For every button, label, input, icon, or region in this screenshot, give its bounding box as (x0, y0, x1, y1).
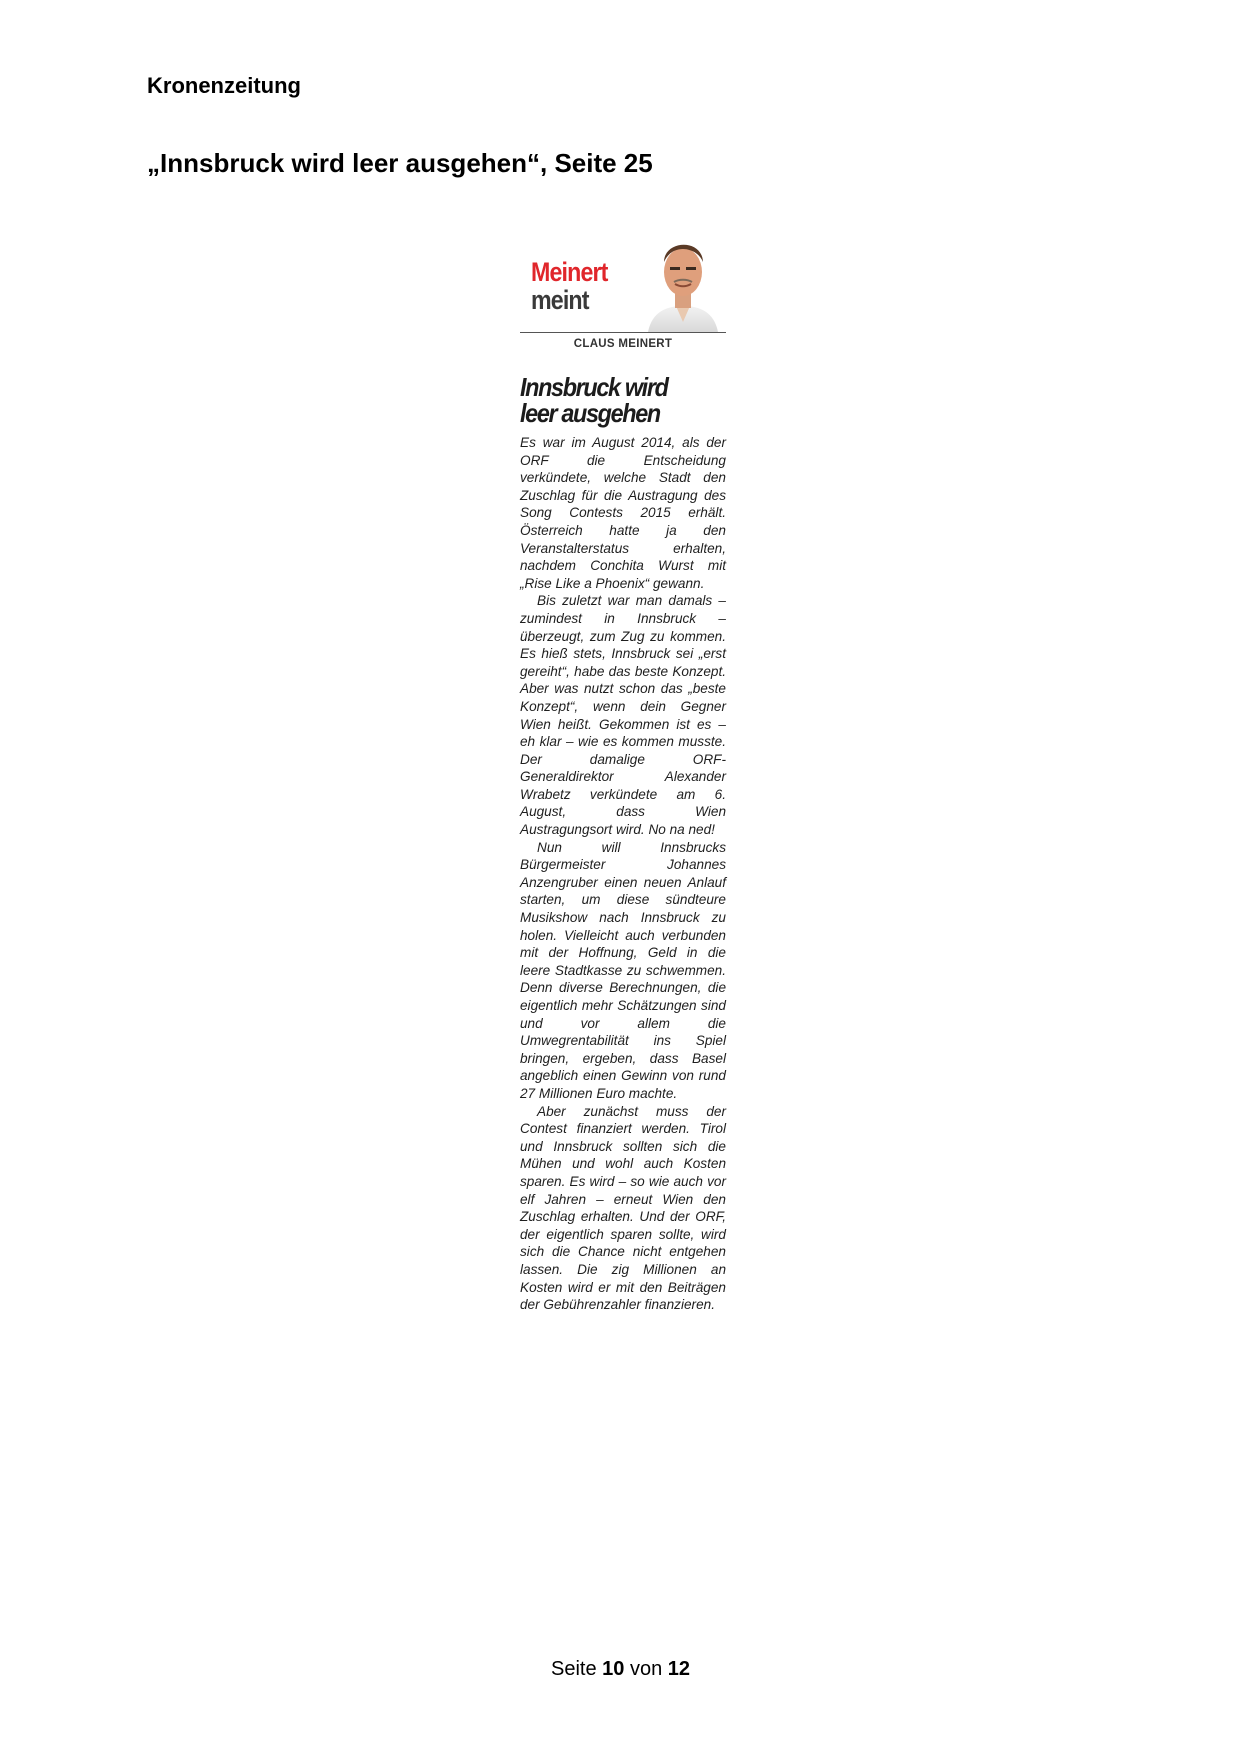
column-name (531, 258, 608, 314)
column-header (520, 230, 726, 333)
document-title: „Innsbruck wird leer ausgehen“, Seite 25 (147, 148, 653, 178)
page-total: 12 (667, 1658, 691, 1680)
document-source: Kronenzeitung (147, 73, 301, 98)
page-current: 10 (602, 1658, 625, 1680)
article-paragraph: Bis zuletzt war man damals – zumindest in Innsbruck – überzeugt, zum Zug zu kommen. Es hieß stets, Innsbruck sei „erst gereiht“, habe das beste Konzept. Aber was nutzt schon das „beste Konzept“, wenn dein Gegner Wien heißt. Gekommen ist es – eh klar – wie es kommen musste. Der damalige ORF-Generaldirektor Alexander Wrabetz verkündete am 6. August, dass Wien Austragungsort wird. No na ned! (520, 593, 726, 838)
newspaper-clipping (520, 230, 726, 1314)
article-body (520, 434, 726, 1314)
headline-line2: leer ausgehen (520, 398, 660, 428)
article-paragraph: Nun will Innsbrucks Bürgermeister Johannes Anzengruber einen neuen Anlauf starten, um diese sündteure Musikshow nach Innsbruck zu holen. Vielleicht auch verbunden mit der Hoffnung, Geld in die leere Stadtkasse zu schwemmen. Denn diverse Berechnungen, die eigentlich mehr Schätzungen sind und vor allem die Umwegrentabilität ins Spiel bringen, ergeben, dass Basel angeblich einen Gewinn von rund 27 Millionen Euro machte. (520, 839, 726, 1101)
page-prefix: Seite (550, 1658, 597, 1680)
author-photo (644, 232, 722, 332)
page-number (0, 1658, 1241, 1681)
column-name-line2: meint (531, 285, 589, 315)
article-paragraph: Es war im August 2014, als der ORF die Entscheidung verkündete, welche Stadt den Zuschlag für die Austragung des Song Contests 2015 erhält. Österreich hatte ja den Veranstalterstatus erhalten, nachdem Conchita Wurst mit „Rise Like a Phoenix“ gewann. (520, 435, 726, 591)
column-name-line1: Meinert (531, 257, 608, 287)
article-paragraph: Aber zunächst muss der Contest finanziert werden. Tirol und Innsbruck sollten sich die Mühen und wohl auch Kosten sparen. Es wird – so wie auch vor elf Jahren – erneut Wien den Zuschlag erhalten. Und der ORF, der eigentlich sparen sollte, wird sich die Chance nicht entgehen lassen. Die zig Millionen an Kosten wird er mit den Beiträgen der Gebührenzahler finanzieren. (520, 1103, 726, 1313)
article-headline (520, 374, 727, 426)
author-byline: CLAUS MEINERT (573, 338, 673, 350)
page-separator: von (629, 1658, 663, 1680)
headline-line1: Innsbruck wird (520, 372, 668, 402)
